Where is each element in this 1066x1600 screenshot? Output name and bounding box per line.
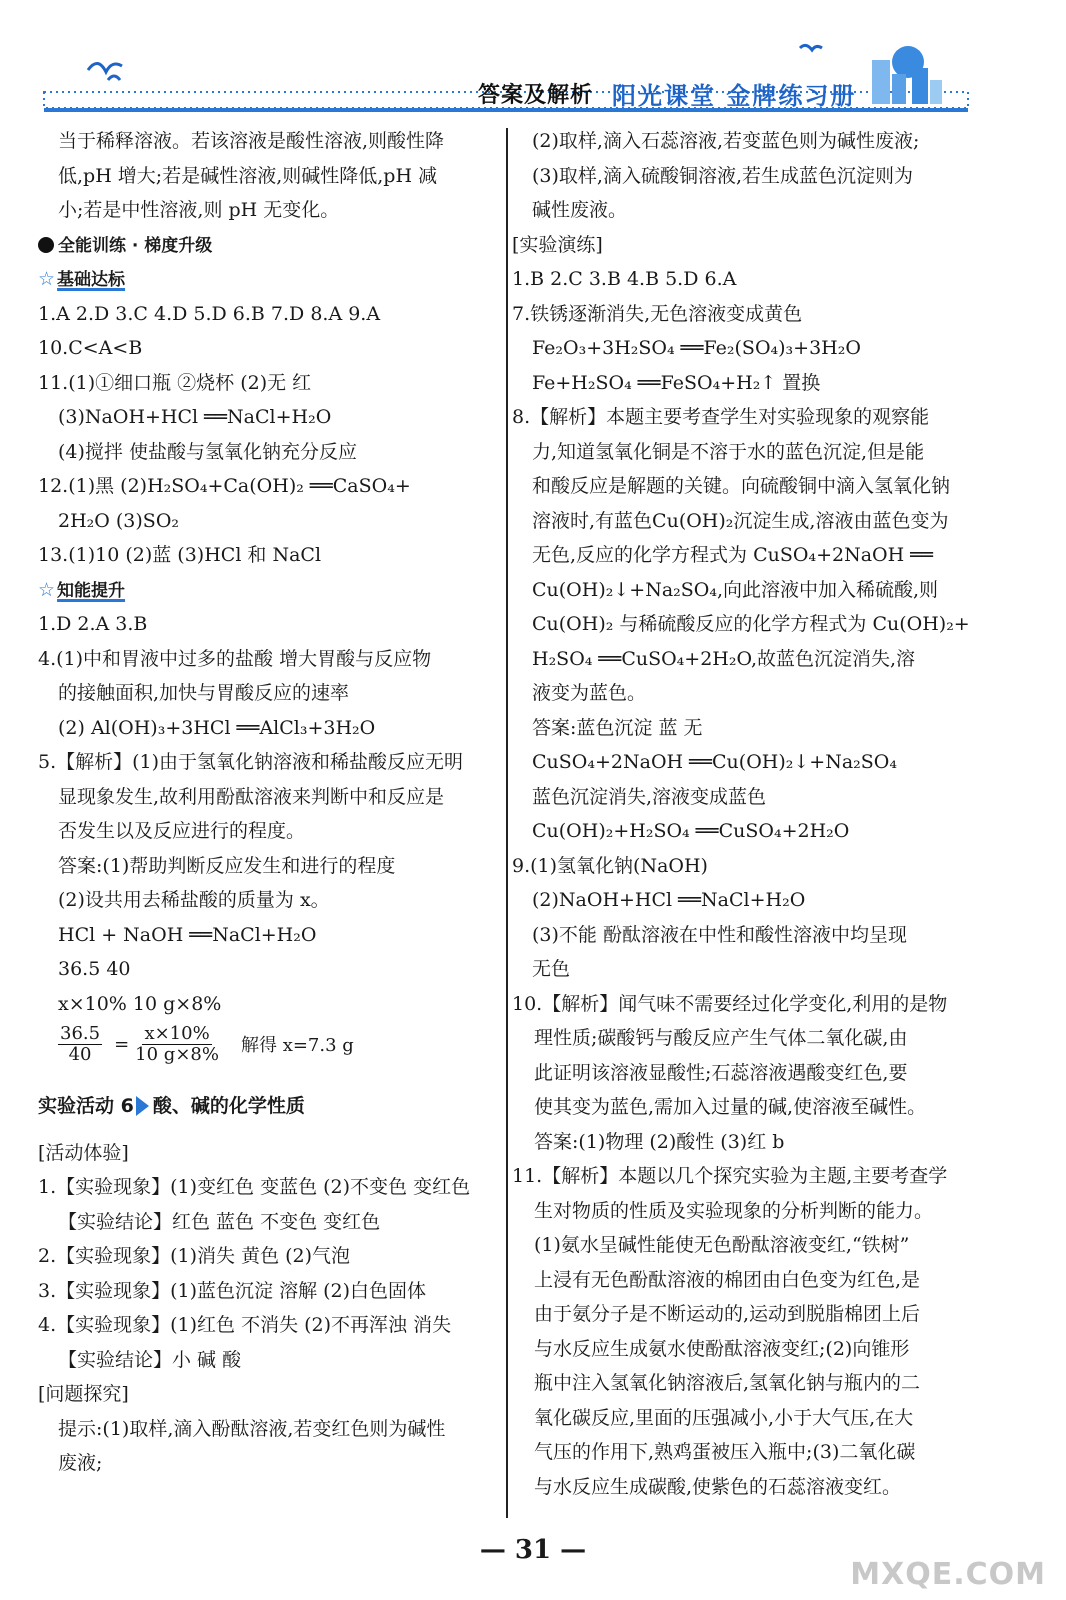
answer-line: 1.【实验现象】(1)变红色 变蓝色 (2)不变色 变红色: [38, 1176, 471, 1198]
text-line: 当于稀释溶液。若该溶液是酸性溶液,则酸性降: [58, 130, 445, 152]
equation-line: Cu(OH)₂+H₂SO₄ ══CuSO₄+2H₂O: [532, 820, 850, 842]
watermark: MXQE.COM: [850, 1557, 1046, 1592]
answer-line: 气压的作用下,熟鸡蛋被压入瓶中;(3)二氧化碳: [534, 1441, 916, 1463]
answer-line: 10.【解析】闻气味不需要经过化学变化,利用的是物: [512, 992, 948, 1015]
text-line: (2)取样,滴入石蕊溶液,若变蓝色则为碱性废液;: [532, 130, 920, 152]
equation-line: x×10% 10 g×8%: [58, 992, 222, 1015]
equation-line: 36.5 40: [58, 958, 131, 980]
fraction: $\frac{36.5}{40}$: [60, 1022, 101, 1065]
answer-line: 9.(1)氢氧化钠(NaOH): [512, 854, 708, 877]
answer-line: 3.【实验现象】(1)蓝色沉淀 溶解 (2)白色固体: [38, 1279, 427, 1302]
equation-line: Fe₂O₃+3H₂SO₄ ══Fe₂(SO₄)₃+3H₂O: [532, 337, 861, 359]
answer-line: 1.B 2.C 3.B 4.B 5.D 6.A: [512, 268, 737, 290]
section-heading: 全能训练 · 梯度升级: [38, 228, 498, 263]
header-title: 答案及解析: [478, 83, 594, 108]
answer-line: 答案:(1)帮助判断反应发生和进行的程度: [58, 854, 396, 877]
text-line: 小;若是中性溶液,则 pH 无变化。: [58, 199, 340, 221]
answer-line: 由于氨分子是不断运动的,运动到脱脂棉团上后: [534, 1303, 921, 1325]
equation-line: (2)NaOH+HCl ══NaCl+H₂O: [532, 889, 806, 911]
answer-line: 显现象发生,故利用酚酞溶液来判断中和反应是: [58, 785, 445, 808]
answer-line: 11.【解析】本题以几个探究实验为主题,主要考查学: [512, 1165, 948, 1187]
answer-line: 和酸反应是解题的关键。向硫酸铜中滴入氢氧化钠: [532, 475, 951, 497]
result-text: 解得 x=7.3 g: [240, 1035, 354, 1056]
equation-line: Fe+H₂SO₄ ══FeSO₄+H₂↑ 置换: [532, 371, 821, 394]
answer-line: 溶液时,有蓝色Cu(OH)₂沉淀生成,溶液由蓝色变为: [532, 509, 949, 532]
page-number: — 31 —: [479, 1535, 587, 1565]
answer-line: 【实验结论】红色 蓝色 不变色 变红色: [58, 1210, 381, 1233]
text-line: 低,pH 增大;若是碱性溶液,则碱性降低,pH 减: [58, 164, 438, 187]
answer-line: (4)搅拌 使盐酸与氢氧化钠充分反应: [58, 440, 357, 463]
fraction-equation: $\frac{36.5}{40}$ = $\frac{x\times 10\%}{10 g\times 8\%}$ 解得 x=7.3 g: [60, 1022, 354, 1065]
activity-heading: 实验活动 6 酸、碱的化学性质: [38, 1095, 305, 1117]
disc-icon: [38, 237, 54, 253]
subsection-heading: ☆ 知能提升: [38, 578, 126, 601]
answer-line: 无色: [532, 958, 571, 980]
answer-line: 液变为蓝色。: [532, 682, 647, 704]
answer-line: 13.(1)10 (2)蓝 (3)HCl 和 NaCl: [38, 544, 322, 566]
answer-line: 提示:(1)取样,滴入酚酞溶液,若变红色则为碱性: [58, 1417, 446, 1440]
answer-line: 与水反应生成碳酸,使紫色的石蕊溶液变红。: [534, 1475, 902, 1498]
answer-line: 蓝色沉淀消失,溶液变成蓝色: [532, 785, 767, 808]
section-heading: [实验演练]: [512, 233, 603, 256]
answer-line: 10.C<A<B: [38, 337, 143, 359]
answer-line: (3)NaOH+HCl ══NaCl+H₂O: [58, 406, 332, 428]
answer-line: (2)设共用去稀盐酸的质量为 x。: [58, 889, 330, 911]
answer-line: 瓶中注入氢氧化钠溶液后,氢氧化钠与瓶内的二: [534, 1372, 921, 1394]
answer-line: 2H₂O (3)SO₂: [58, 509, 180, 532]
answer-line: 理性质;碳酸钙与酸反应产生气体二氧化碳,由: [534, 1027, 908, 1049]
answer-line: (3)不能 酚酞溶液在中性和酸性溶液中均呈现: [532, 923, 907, 946]
equation-line: HCl + NaOH ══NaCl+H₂O: [58, 923, 317, 946]
fraction: $\frac{x\times 10\%}{10 g\times 8\%}$: [135, 1022, 219, 1065]
answer-line: 2.【实验现象】(1)消失 黄色 (2)气泡: [38, 1245, 351, 1267]
answer-line: 答案:蓝色沉淀 蓝 无: [532, 716, 703, 739]
answer-line: 此证明该溶液显酸性;石蕊溶液遇酸变红色,要: [534, 1061, 908, 1084]
answer-line: 4.(1)中和胃液中过多的盐酸 增大胃酸与反应物: [38, 647, 432, 670]
answer-line: 与水反应生成氨水使酚酞溶液变红;(2)向锥形: [534, 1337, 910, 1360]
answer-line: 4.【实验现象】(1)红色 不消失 (2)不再浑浊 消失: [38, 1314, 452, 1336]
section-heading: [活动体验]: [38, 1141, 129, 1164]
left-column: [38, 124, 498, 1481]
answer-line: 氧化碳反应,里面的压强减小,小于大气压,在大: [534, 1406, 914, 1429]
answer-line: H₂SO₄ ══CuSO₄+2H₂O,故蓝色沉淀消失,溶: [532, 647, 916, 670]
answer-line: Cu(OH)₂↓+Na₂SO₄,向此溶液中加入稀硫酸,则: [532, 578, 939, 601]
answer-line: 12.(1)黑 (2)H₂SO₄+Ca(OH)₂ ══CaSO₄+: [38, 475, 411, 497]
column-divider: [506, 128, 508, 1518]
right-column: [512, 124, 982, 1504]
answer-line: 废液;: [58, 1452, 103, 1474]
answer-line: 生对物质的性质及实验现象的分析判断的能力。: [534, 1199, 934, 1222]
answer-line: 1.D 2.A 3.B: [38, 613, 148, 635]
answer-line: 无色,反应的化学方程式为 CuSO₄+2NaOH ══: [532, 544, 934, 566]
answer-line: 【实验结论】小 碱 酸: [58, 1348, 242, 1371]
text-line: 碱性废液。: [532, 199, 628, 221]
star-icon: ☆: [38, 578, 56, 601]
answer-line: 力,知道氢氧化铜是不溶于水的蓝色沉淀,但是能: [532, 440, 925, 463]
equation-line: CuSO₄+2NaOH ══Cu(OH)₂↓+Na₂SO₄: [532, 751, 897, 773]
text-line: (3)取样,滴入硫酸铜溶液,若生成蓝色沉淀则为: [532, 164, 913, 187]
header-banner-graphic: [0, 0, 1066, 130]
answer-line: 5.【解析】(1)由于氢氧化钠溶液和稀盐酸反应无明: [38, 751, 464, 773]
header-series-title: 阳光课堂 金牌练习册: [612, 82, 857, 110]
answer-line: 11.(1)①细口瓶 ②烧杯 (2)无 红: [38, 371, 312, 394]
page-header: [0, 0, 1066, 130]
answer-line: 的接触面积,加快与胃酸反应的速率: [58, 682, 350, 704]
answer-line: 7.铁锈逐渐消失,无色溶液变成黄色: [512, 302, 803, 325]
answer-line: 答案:(1)物理 (2)酸性 (3)红 b: [534, 1130, 785, 1153]
answer-line: 否发生以及反应进行的程度。: [58, 820, 306, 842]
answer-line: Cu(OH)₂ 与稀硫酸反应的化学方程式为 Cu(OH)₂+: [532, 613, 970, 635]
answer-line: (2) Al(OH)₃+3HCl ══AlCl₃+3H₂O: [58, 716, 376, 739]
section-heading: [问题探究]: [38, 1383, 129, 1405]
answer-line: 8.【解析】本题主要考查学生对实验现象的观察能: [512, 406, 930, 428]
chevron-right-icon: [136, 1096, 149, 1116]
star-icon: ☆: [38, 268, 56, 290]
answer-line: 上浸有无色酚酞溶液的棉团由白色变为红色,是: [534, 1268, 921, 1291]
answer-line: 1.A 2.D 3.C 4.D 5.D 6.B 7.D 8.A 9.A: [38, 302, 381, 325]
subsection-heading: ☆ 基础达标: [38, 268, 126, 290]
answer-line: (1)氨水呈碱性能使无色酚酞溶液变红,“铁树”: [534, 1234, 910, 1256]
answer-line: 使其变为蓝色,需加入过量的碱,使溶液至碱性。: [534, 1096, 927, 1118]
seagull-icon: [88, 45, 822, 80]
